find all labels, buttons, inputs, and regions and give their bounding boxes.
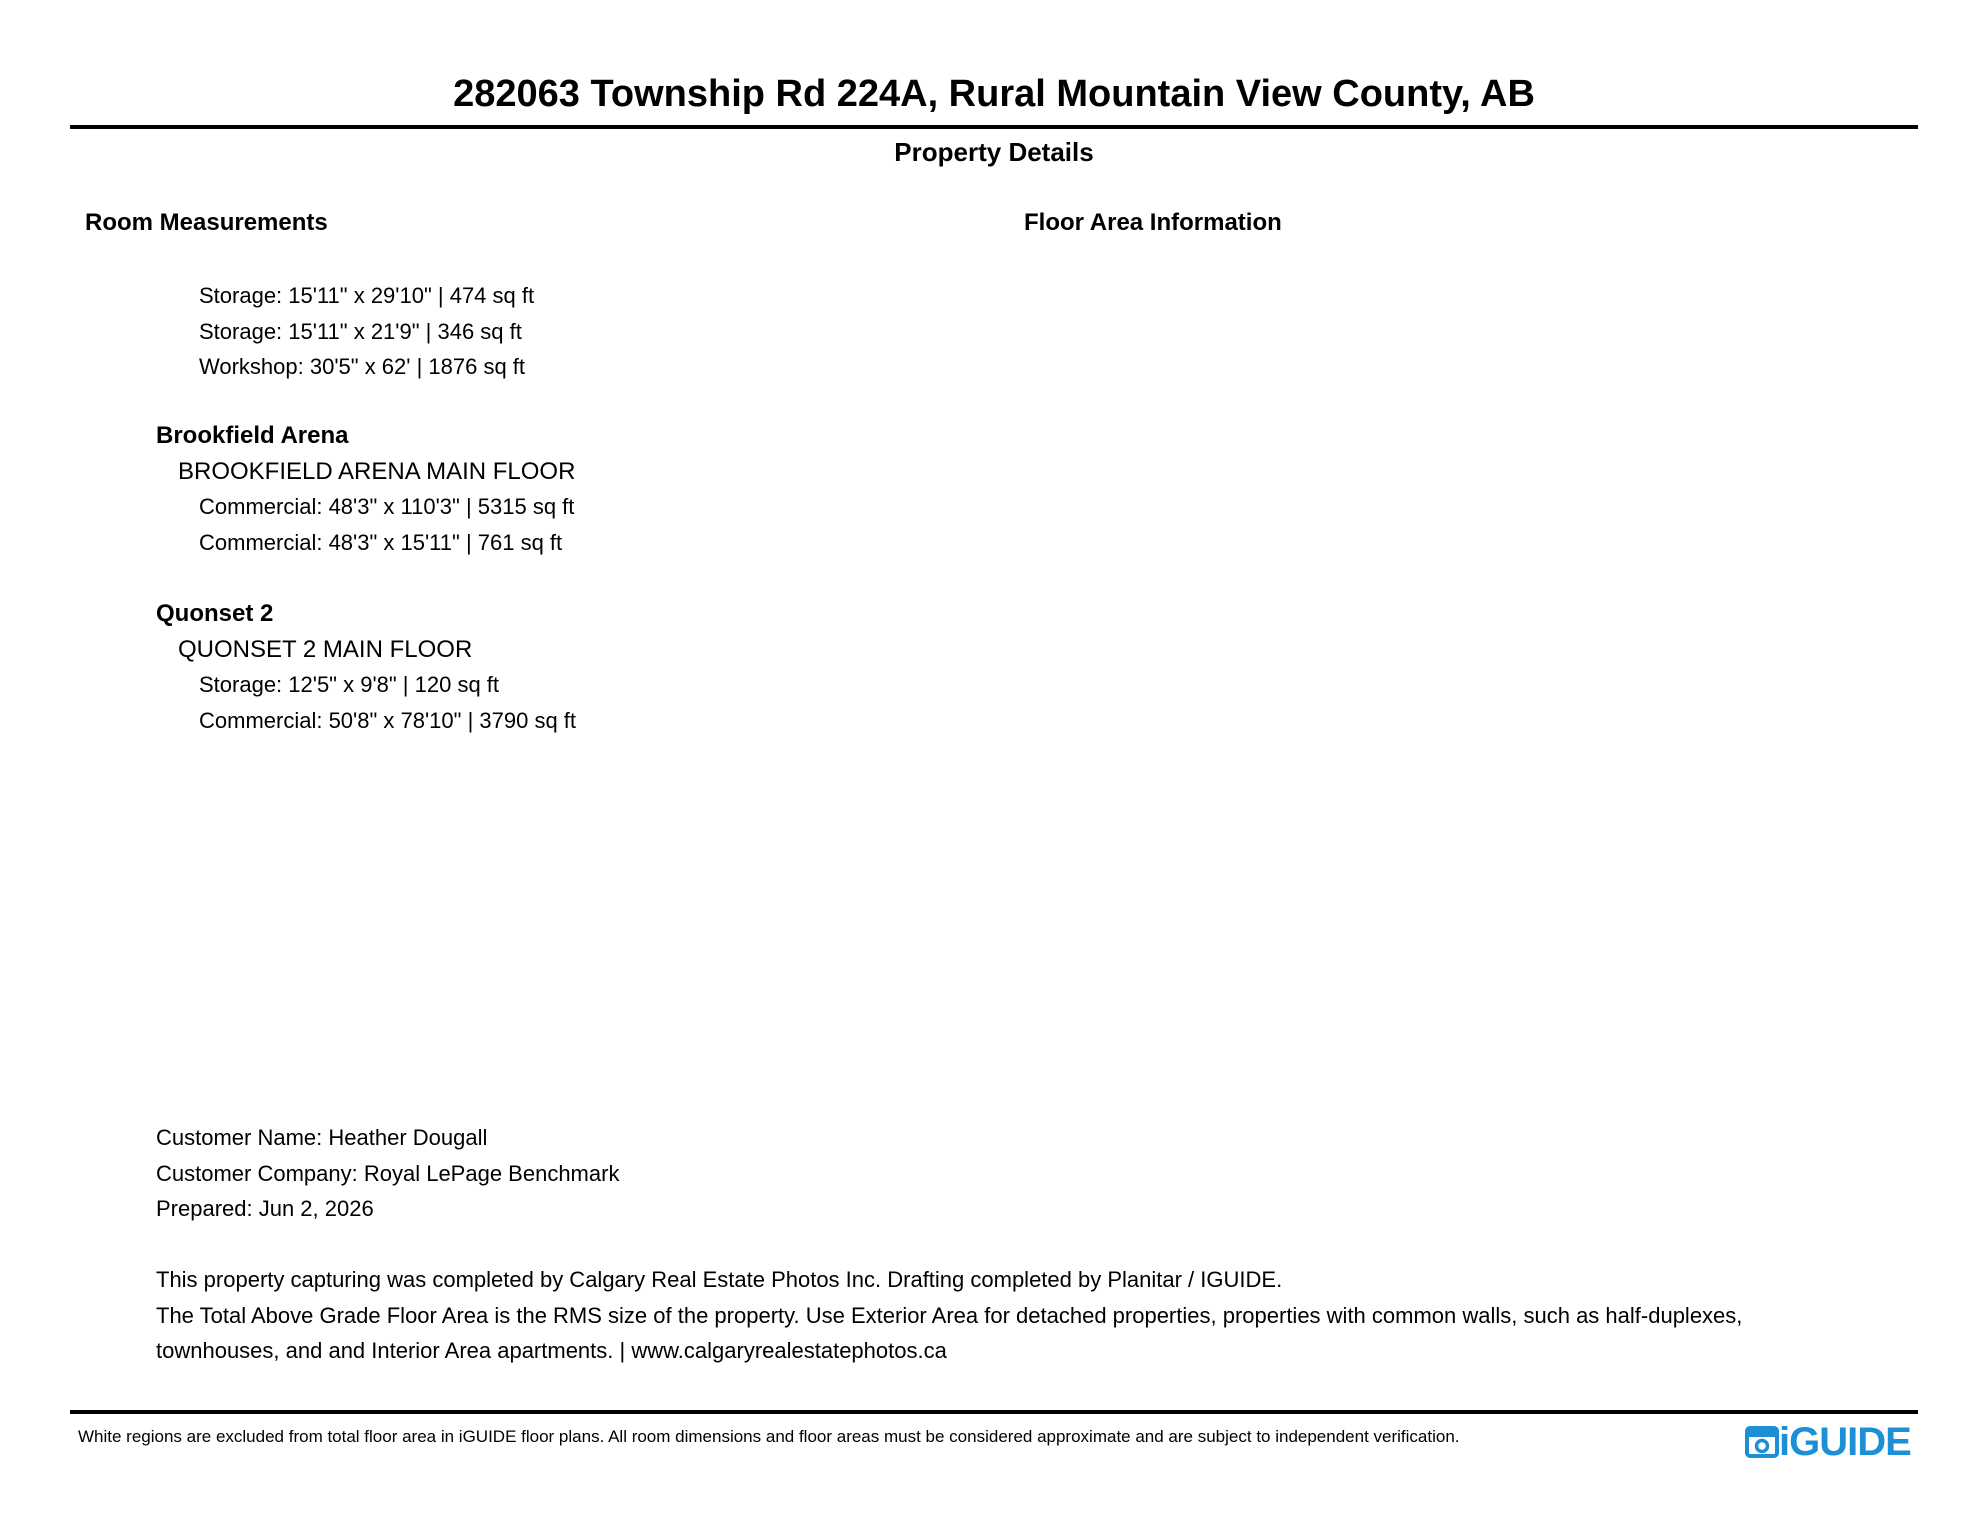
- notes: [156, 1262, 1742, 1369]
- floor-name: QUONSET 2 MAIN FLOOR: [178, 635, 473, 663]
- iguide-logo-text: iGUIDE: [1779, 1420, 1911, 1464]
- floor-area-heading: Floor Area Information: [1024, 209, 1282, 236]
- room-item: Commercial: 48'3" x 110'3" | 5315 sq ft: [199, 494, 575, 519]
- prepared-date: Prepared: Jun 2, 2026: [156, 1196, 374, 1221]
- header-divider: [70, 125, 1918, 129]
- building-name: Quonset 2: [156, 600, 274, 627]
- room-item: Storage: 15'11" x 29'10" | 474 sq ft: [199, 283, 535, 308]
- page-title: 282063 Township Rd 224A, Rural Mountain View County, AB: [453, 73, 1535, 115]
- room-item: Commercial: 48'3" x 15'11" | 761 sq ft: [199, 529, 563, 555]
- page-subtitle: Property Details: [894, 137, 1094, 167]
- customer-name: Customer Name: Heather Dougall: [156, 1125, 488, 1150]
- iguide-camera-icon: [1745, 1426, 1779, 1458]
- notes-line: The Total Above Grade Floor Area is the RMS size of the property. Use Exterior Area for detached properties, properties with common walls, such as half-duplexes,: [156, 1302, 1743, 1328]
- room-item: Commercial: 50'8" x 78'10" | 3790 sq ft: [199, 707, 577, 733]
- room-list: [156, 667, 576, 738]
- room-item: Storage: 15'11" x 21'9" | 346 sq ft: [199, 318, 522, 344]
- notes-line: This property capturing was completed by Calgary Real Estate Photos Inc. Drafting completed by Planitar / IGUIDE.: [156, 1267, 1283, 1292]
- room-measurements-heading: Room Measurements: [85, 209, 328, 236]
- room-item: Storage: 12'5" x 9'8" | 120 sq ft: [199, 672, 500, 697]
- footer-divider: [70, 1410, 1918, 1414]
- notes-line: townhouses, and and Interior Area apartments. | www.calgaryrealestatephotos.ca: [156, 1338, 947, 1363]
- building-name: Brookfield Arena: [156, 422, 349, 449]
- room-list: [156, 489, 575, 560]
- customer-info: [156, 1120, 619, 1227]
- customer-company: Customer Company: Royal LePage Benchmark: [156, 1160, 620, 1186]
- iguide-logo: [1745, 1422, 1911, 1462]
- room-item: Workshop: 30'5" x 62' | 1876 sq ft: [199, 354, 526, 379]
- floor-name: BROOKFIELD ARENA MAIN FLOOR: [178, 457, 576, 485]
- building-section: [156, 418, 575, 560]
- room-list: [199, 278, 534, 385]
- footer-disclaimer: White regions are excluded from total floor area in iGUIDE floor plans. All room dimensions and floor areas must be considered approximate and are subject to independent verification.: [78, 1427, 1460, 1446]
- building-section: [156, 596, 576, 738]
